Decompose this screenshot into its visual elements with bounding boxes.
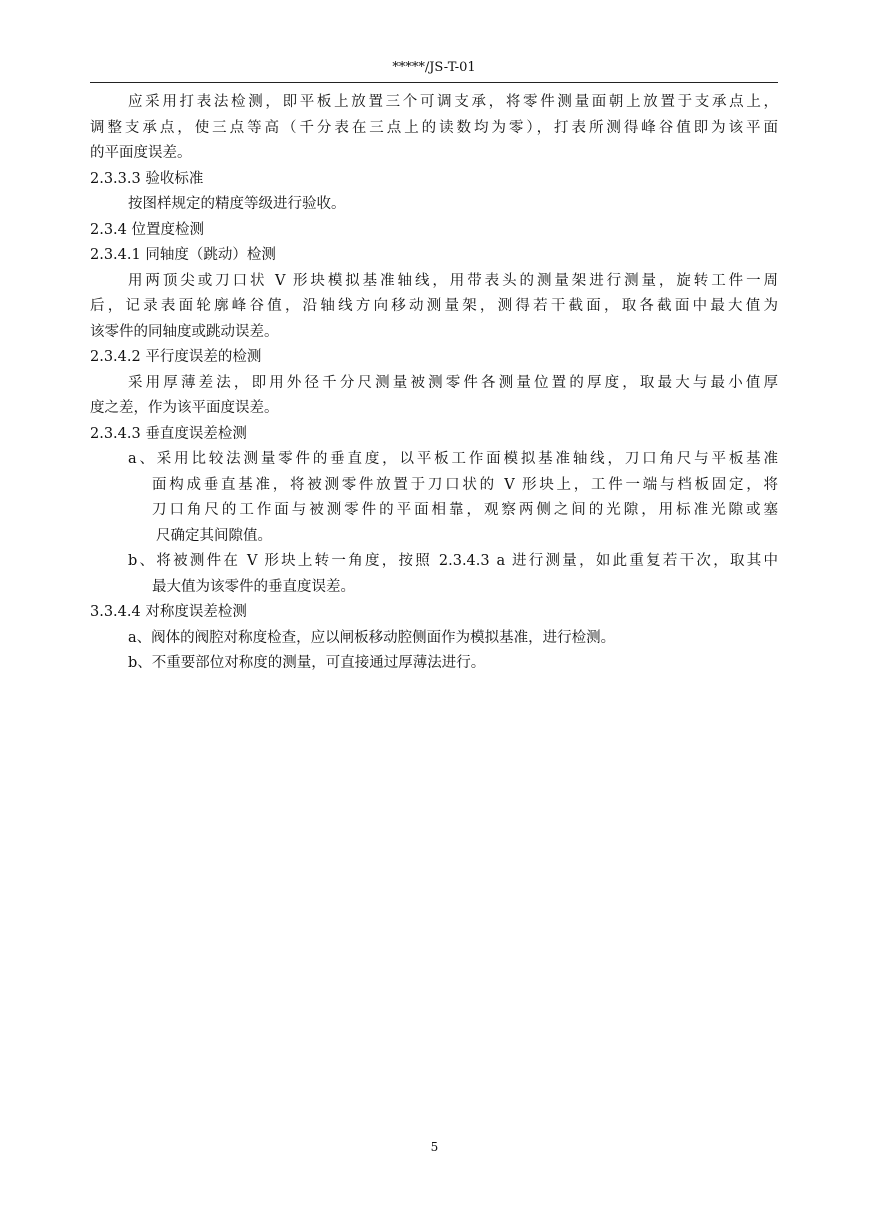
paragraph-line: 后，记录表面轮廓峰谷值，沿轴线方向移动测量架，测得若干截面，取各截面中最大值为 <box>90 298 778 314</box>
header-rule <box>90 82 778 83</box>
running-header: *****/JS-T-01 <box>392 60 476 75</box>
section-heading: 2.3.3.3 验收标准 <box>90 170 204 187</box>
list-item-line: a、阀体的阀腔对称度检查，应以闸板移动腔侧面作为模拟基准，进行检测。 <box>128 629 616 646</box>
section-heading: 2.3.4 位置度检测 <box>90 221 205 238</box>
list-item-line: 尺确定其间隙值。 <box>156 527 272 544</box>
list-item-line: 最大值为该零件的垂直度误差。 <box>152 578 355 595</box>
document-body <box>90 90 778 677</box>
paragraph-line: 度之差，作为该平面度误差。 <box>90 400 279 416</box>
paragraph-line: 的平面度误差。 <box>90 145 192 161</box>
paragraph-line: 应采用打表法检测，即平板上放置三个可调支承，将零件测量面朝上放置于支承点上， <box>128 94 778 110</box>
paragraph-line: 用两顶尖或刀口状 V 形块模拟基准轴线，用带表头的测量架进行测量，旋转工件一周 <box>128 272 778 289</box>
section-heading: 2.3.4.3 垂直度误差检测 <box>90 425 247 442</box>
page-number: 5 <box>430 1140 439 1154</box>
paragraph-line: 按图样规定的精度等级进行验收。 <box>128 196 346 212</box>
list-item-line: a、采用比较法测量零件的垂直度，以平板工作面模拟基准轴线，刀口角尺与平板基准 <box>128 451 778 467</box>
list-item-line: 面构成垂直基准，将被测零件放置于刀口状的 V 形块上，工件一端与档板固定，将 <box>152 476 778 493</box>
list-item-line: 刀口角尺的工作面与被测零件的平面相靠，观察两侧之间的光隙，用标准光隙或塞 <box>152 502 778 518</box>
paragraph-line: 调整支承点，使三点等高（千分表在三点上的读数均为零），打表所测得峰谷值即为该平面 <box>90 119 778 136</box>
paragraph-line: 采用厚薄差法，即用外径千分尺测量被测零件各测量位置的厚度，取最大与最小值厚 <box>128 374 778 391</box>
section-heading: 2.3.4.2 平行度误差的检测 <box>90 349 262 365</box>
section-heading: 3.3.4.4 对称度误差检测 <box>90 604 247 620</box>
list-item-line: b、不重要部位对称度的测量，可直接通过厚薄法进行。 <box>128 655 486 671</box>
list-item-line: b、将被测件在 V 形块上转一角度，按照 2.3.4.3 a 进行测量，如此重复若干次，取其中 <box>128 553 778 569</box>
section-heading: 2.3.4.1 同轴度（跳动）检测 <box>90 247 276 263</box>
paragraph-line: 该零件的同轴度或跳动误差。 <box>90 323 279 340</box>
